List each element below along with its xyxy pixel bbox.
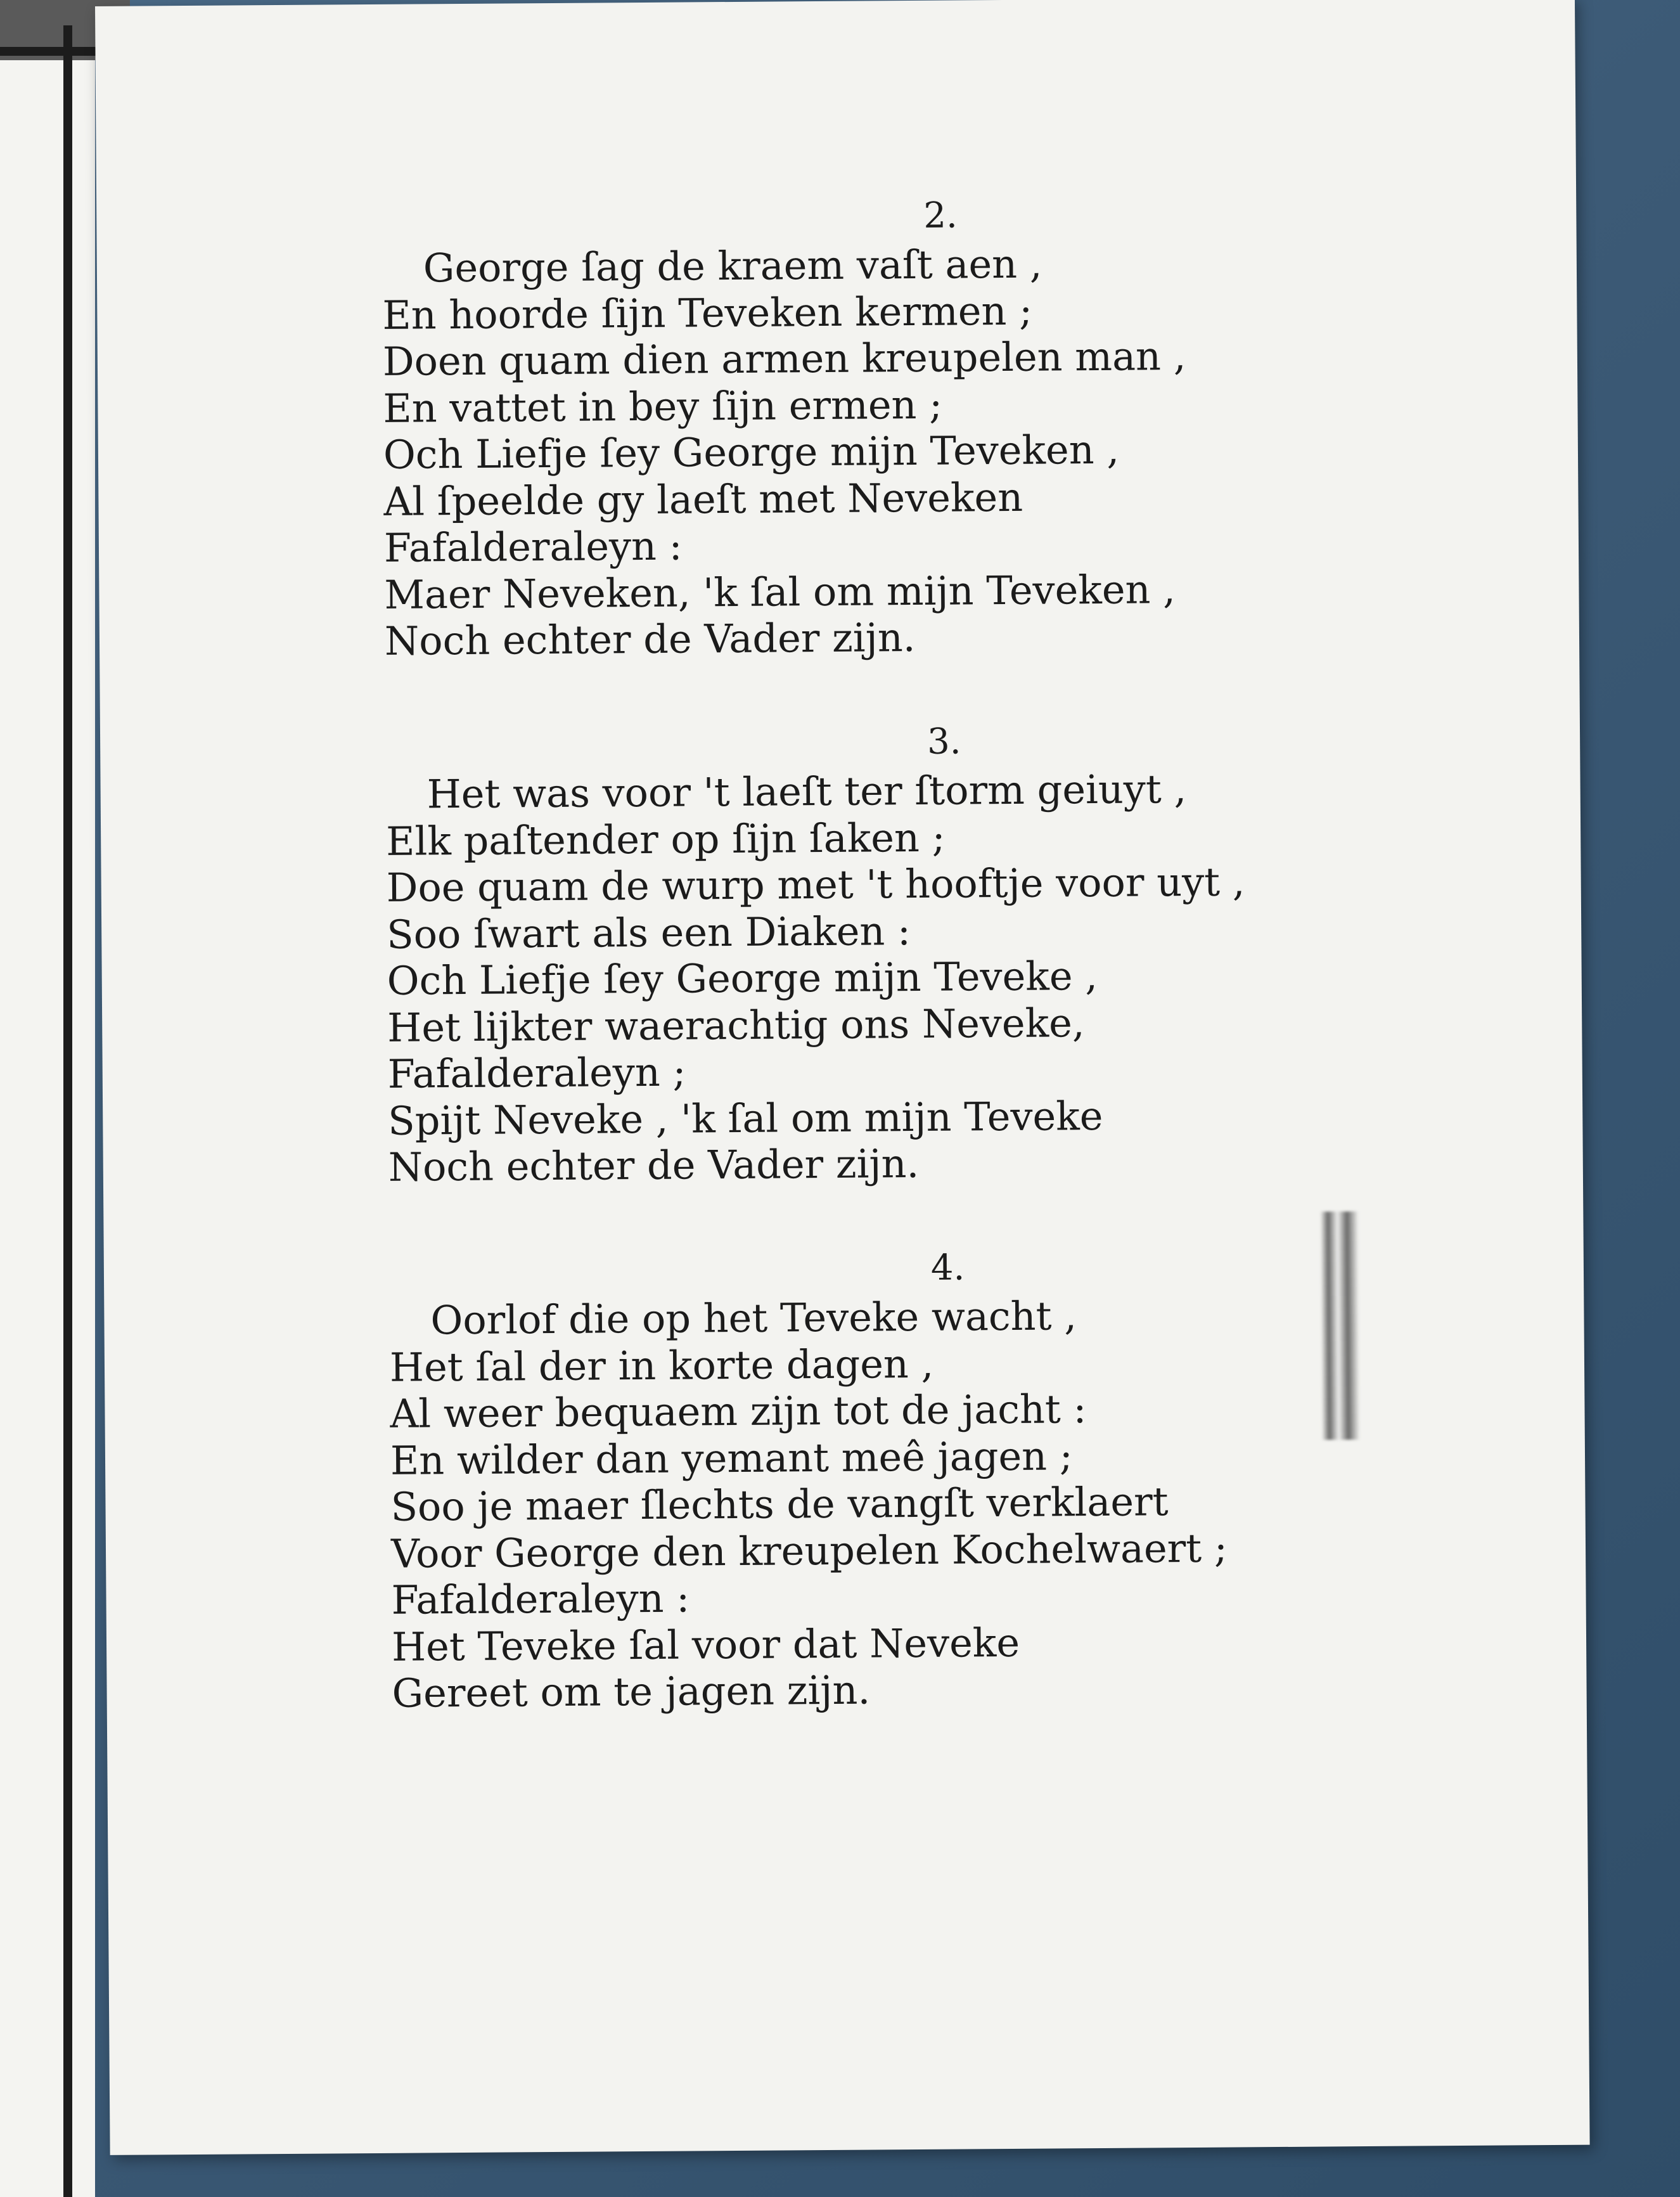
stanza-4: [389, 1241, 1229, 1717]
verse-line: Noch echter de Vader zijn.: [388, 1140, 920, 1190]
printed-page: [95, 0, 1590, 2155]
verse-line: En vattet in bey ſijn ermen ;: [383, 381, 943, 432]
verse-line: Voor George den kreupelen Kochelwaert ;: [390, 1524, 1228, 1577]
stanza-number: 2.: [923, 195, 958, 236]
stanza-number: 4.: [930, 1247, 965, 1289]
verse-line: En wilder dan yemant meê jagen ;: [390, 1432, 1073, 1484]
verse-line: George ſag de kraem vaſt aen ,: [423, 240, 1042, 292]
verse-line: Noch echter de Vader zijn.: [384, 614, 916, 664]
verse-line: Fafalderaleyn :: [391, 1575, 690, 1623]
verse-line: Het ſal der in korte dagen ,: [389, 1340, 934, 1391]
verse-line: En hoorde ſijn Teveken kermen ;: [382, 287, 1033, 338]
verse-line: Fafalderaleyn ;: [387, 1048, 686, 1097]
left-page-vertical-rule: [63, 25, 72, 2197]
verse-line: Doe quam de wurp met 't hooftje voor uyt ,: [386, 858, 1245, 911]
verse-line: Elk paſtender op ſijn ſaken ;: [385, 814, 946, 865]
verse-line: Al weer bequaem zijn tot de jacht :: [390, 1386, 1087, 1437]
verse-line: Al ſpeelde gy laeſt met Neveken: [383, 474, 1023, 525]
print-smudge: [1320, 1211, 1360, 1440]
verse-line: Het lijkter waerachtig ons Neveke,: [387, 999, 1085, 1051]
verse-line: Soo je maer ſlechts de vangſt verklaert: [390, 1478, 1169, 1530]
verse-line: Het Teveke ſal voor dat Neveke: [391, 1619, 1020, 1670]
stanza-3: [385, 714, 1247, 1190]
verse-line: Oorlof die op het Teveke wacht ,: [430, 1292, 1077, 1344]
stanza-2: [382, 189, 1188, 664]
verse-line: Gereet om te jagen zijn.: [392, 1666, 871, 1717]
verse-line: Och Liefje ſey George mijn Teveke ,: [387, 952, 1098, 1004]
verse-line: Spijt Neveke , 'k ſal om mijn Teveke: [388, 1092, 1103, 1144]
verse-line: Het was voor 't laeſt ter ſtorm geiuyt ,: [426, 766, 1187, 818]
verse-line: Maer Neveken, 'k ſal om mijn Teveken ,: [384, 565, 1176, 618]
stanza-number: 3.: [927, 721, 961, 763]
left-page-edge: [0, 0, 95, 2197]
verse-line: Och Liefje ſey George mijn Teveken ,: [383, 426, 1120, 478]
verse-line: Doen quam dien armen kreupelen man ,: [382, 332, 1186, 385]
verse-line: Soo ſwart als een Diaken :: [386, 907, 911, 958]
verse-line: Fafalderaleyn :: [383, 522, 683, 571]
